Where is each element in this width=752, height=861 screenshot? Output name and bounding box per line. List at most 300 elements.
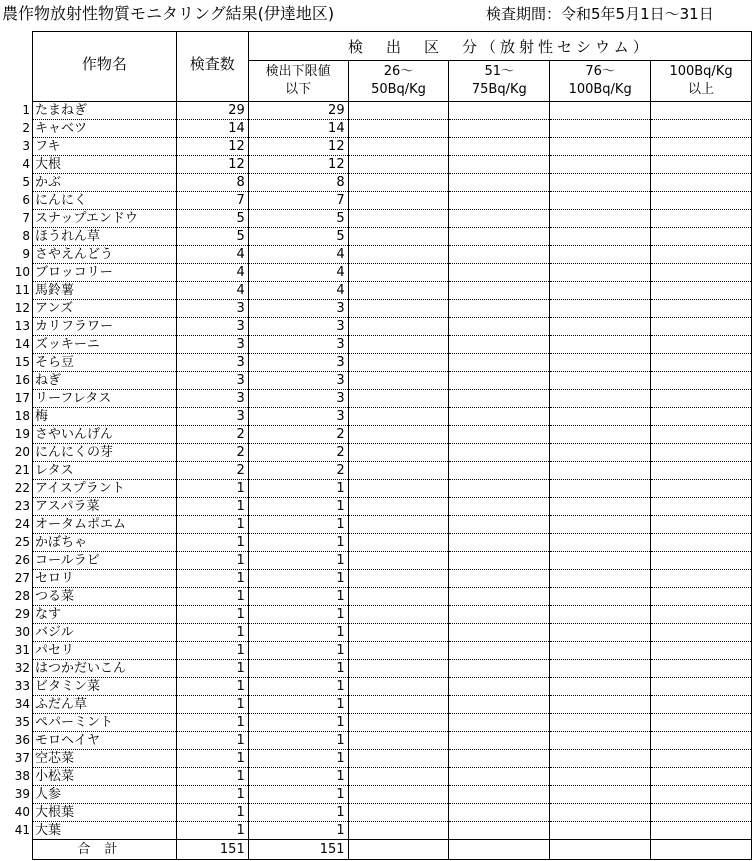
inspection-period: 検査期間：令和5年5月1日～31日 [486, 5, 714, 23]
crop-name: リーフレタス [33, 390, 177, 408]
range-76-100-cell [550, 426, 651, 444]
below-limit-count: 2 [248, 426, 348, 444]
header-below-detection-limit: 検出下限値 以下 [248, 61, 348, 102]
table-row [30, 624, 752, 642]
crop-name: オータムポエム [33, 516, 177, 534]
range-76-100-cell [550, 192, 651, 210]
range-26-50-cell [348, 480, 449, 498]
range-76-100-cell [550, 696, 651, 714]
range-over-100-cell [651, 408, 752, 426]
inspection-count: 1 [176, 606, 248, 624]
range-51-75-cell [449, 768, 550, 786]
crop-name: さやえんどう [33, 246, 177, 264]
table-row [30, 732, 752, 750]
crop-name: ふだん草 [33, 696, 177, 714]
row-number [14, 768, 33, 786]
header-inspection-count: 検査数 [176, 32, 248, 102]
range-over-100-cell [651, 480, 752, 498]
crop-name: 大根 [33, 156, 177, 174]
range-51-75-cell [449, 192, 550, 210]
row-number-label: 40 [14, 804, 30, 819]
table-row [30, 318, 752, 336]
report-title-bar [2, 3, 750, 27]
inspection-count: 1 [176, 534, 248, 552]
inspection-count: 1 [176, 642, 248, 660]
row-number-label: 2 [22, 120, 30, 135]
crop-name: キャベツ [33, 120, 177, 138]
below-limit-count: 1 [248, 534, 348, 552]
row-number-label: 32 [14, 660, 30, 675]
range-26-50-cell [348, 156, 449, 174]
range-76-100-cell [550, 372, 651, 390]
row-number-label: 22 [14, 480, 30, 495]
below-limit-count: 1 [248, 552, 348, 570]
crop-name: バジル [33, 624, 177, 642]
range-51-75-cell [449, 408, 550, 426]
inspection-count: 1 [176, 768, 248, 786]
range-51-75-cell [449, 534, 550, 552]
row-number [14, 318, 33, 336]
total-row [30, 840, 752, 860]
range-over-100-cell [651, 138, 752, 156]
inspection-count: 14 [176, 120, 248, 138]
row-number-label: 14 [14, 336, 30, 351]
row-number-label: 33 [14, 678, 30, 693]
range-26-50-cell [348, 174, 449, 192]
row-number-label: 17 [14, 390, 30, 405]
range-76-100-cell [550, 786, 651, 804]
range-51-75-cell [449, 336, 550, 354]
row-number [14, 282, 33, 300]
range-51-75-cell [449, 516, 550, 534]
range-over-100-cell [651, 678, 752, 696]
inspection-count: 1 [176, 804, 248, 822]
row-number [14, 624, 33, 642]
crop-name: コールラビ [33, 552, 177, 570]
table-row [30, 174, 752, 192]
table-row [30, 822, 752, 840]
table-row [30, 426, 752, 444]
range-51-75-cell [449, 444, 550, 462]
range-51-75-cell [449, 156, 550, 174]
inspection-count: 2 [176, 444, 248, 462]
inspection-count: 1 [176, 732, 248, 750]
header-range-over-100: 100Bq/Kg 以上 [651, 61, 752, 102]
table-row [30, 156, 752, 174]
table-row [30, 336, 752, 354]
range-51-75-cell [449, 750, 550, 768]
row-number [14, 732, 33, 750]
below-limit-count: 3 [248, 372, 348, 390]
range-26-50-cell [348, 462, 449, 480]
row-number-label: 23 [14, 498, 30, 513]
below-limit-count: 14 [248, 120, 348, 138]
below-limit-count: 3 [248, 354, 348, 372]
crop-name: そら豆 [33, 354, 177, 372]
row-number [14, 588, 33, 606]
below-limit-count: 4 [248, 246, 348, 264]
range-over-100-cell [651, 372, 752, 390]
inspection-count: 1 [176, 750, 248, 768]
range-51-75-cell [449, 462, 550, 480]
row-number [14, 750, 33, 768]
inspection-count: 12 [176, 138, 248, 156]
range-over-100-cell [651, 426, 752, 444]
header-detection-division: 検 出 区 分（放射性セシウム） [248, 32, 751, 61]
row-number-label: 5 [22, 174, 30, 189]
row-number [14, 552, 33, 570]
below-limit-count: 8 [248, 174, 348, 192]
crop-name: 梅 [33, 408, 177, 426]
range-over-100-cell [651, 534, 752, 552]
range-76-100-cell [550, 552, 651, 570]
below-limit-count: 1 [248, 732, 348, 750]
table-row [30, 300, 752, 318]
range-over-100-cell [651, 804, 752, 822]
below-limit-count: 1 [248, 570, 348, 588]
range-over-100-cell [651, 120, 752, 138]
row-number-label: 1 [22, 102, 30, 117]
crop-name: ねぎ [33, 372, 177, 390]
below-limit-count: 1 [248, 696, 348, 714]
range-76-100-cell [550, 390, 651, 408]
below-limit-count: 1 [248, 606, 348, 624]
below-limit-count: 3 [248, 336, 348, 354]
below-limit-count: 1 [248, 750, 348, 768]
row-number [22, 174, 33, 192]
crop-name: 小松菜 [33, 768, 177, 786]
range-51-75-cell [449, 264, 550, 282]
range-51-75-cell [449, 714, 550, 732]
inspection-count: 1 [176, 570, 248, 588]
range-over-100-cell [651, 462, 752, 480]
row-number [14, 498, 33, 516]
below-limit-count: 1 [248, 624, 348, 642]
range-76-100-cell [550, 606, 651, 624]
range-26-50-cell [348, 714, 449, 732]
table-row [30, 372, 752, 390]
range-over-100-cell [651, 102, 752, 120]
range-over-100-cell [651, 570, 752, 588]
range-51-75-cell [449, 552, 550, 570]
crop-name: 大葉 [33, 822, 177, 840]
crop-name: ズッキーニ [33, 336, 177, 354]
range-51-75-cell [449, 120, 550, 138]
crop-name: 大根葉 [33, 804, 177, 822]
crop-name: 空芯菜 [33, 750, 177, 768]
crop-name: つる菜 [33, 588, 177, 606]
total-below-limit: 151 [248, 840, 348, 860]
crop-name: モロヘイヤ [33, 732, 177, 750]
row-number-label: 24 [14, 516, 30, 531]
range-76-100-cell [550, 750, 651, 768]
crop-name: アイスプラント [33, 480, 177, 498]
range-26-50-cell [348, 642, 449, 660]
below-limit-count: 4 [248, 264, 348, 282]
inspection-count: 1 [176, 498, 248, 516]
range-over-100-cell [651, 624, 752, 642]
range-51-75-cell [449, 624, 550, 642]
crop-name: パセリ [33, 642, 177, 660]
inspection-count: 3 [176, 318, 248, 336]
below-limit-count: 1 [248, 498, 348, 516]
crop-name: にんにくの芽 [33, 444, 177, 462]
range-51-75-cell [449, 804, 550, 822]
inspection-count: 3 [176, 354, 248, 372]
inspection-count: 1 [176, 624, 248, 642]
below-limit-count: 1 [248, 804, 348, 822]
crop-name: はつかだいこん [33, 660, 177, 678]
range-76-100-cell [550, 246, 651, 264]
inspection-count: 1 [176, 714, 248, 732]
row-number-label: 6 [22, 192, 30, 207]
range-76-100-cell [550, 102, 651, 120]
inspection-count: 1 [176, 552, 248, 570]
row-number-label: 7 [22, 210, 30, 225]
inspection-count: 4 [176, 264, 248, 282]
range-76-100-cell [550, 444, 651, 462]
crop-name: スナップエンドウ [33, 210, 177, 228]
row-number [22, 156, 33, 174]
range-26-50-cell [348, 264, 449, 282]
row-number [14, 390, 33, 408]
table-row [30, 120, 752, 138]
row-number [14, 336, 33, 354]
range-76-100-cell [550, 732, 651, 750]
range-76-100-cell [550, 534, 651, 552]
row-number [14, 696, 33, 714]
range-over-100-cell [651, 444, 752, 462]
crop-name: フキ [33, 138, 177, 156]
inspection-count: 3 [176, 336, 248, 354]
row-number [22, 228, 33, 246]
table-row [30, 552, 752, 570]
range-26-50-cell [348, 498, 449, 516]
table-row [30, 444, 752, 462]
range-76-100-cell [550, 516, 651, 534]
inspection-count: 2 [176, 426, 248, 444]
range-51-75-cell [449, 498, 550, 516]
inspection-count: 1 [176, 480, 248, 498]
table-row [30, 804, 752, 822]
table-row [30, 696, 752, 714]
table-row [30, 588, 752, 606]
row-number-label: 11 [14, 282, 30, 297]
inspection-count: 1 [176, 678, 248, 696]
inspection-count: 7 [176, 192, 248, 210]
range-51-75-cell [449, 138, 550, 156]
range-over-100-cell [651, 156, 752, 174]
below-limit-count: 5 [248, 228, 348, 246]
range-over-100-cell [651, 606, 752, 624]
range-26-50-cell [348, 408, 449, 426]
range-51-75-cell [449, 606, 550, 624]
row-number-label: 16 [14, 372, 30, 387]
range-76-100-cell [550, 804, 651, 822]
range-51-75-cell [449, 678, 550, 696]
range-51-75-cell [449, 426, 550, 444]
range-76-100-cell [550, 318, 651, 336]
range-26-50-cell [348, 696, 449, 714]
row-number-label: 21 [14, 462, 30, 477]
range-over-100-cell [651, 264, 752, 282]
inspection-count: 3 [176, 390, 248, 408]
range-76-100-cell [550, 624, 651, 642]
range-76-100-cell [550, 138, 651, 156]
crop-name: にんにく [33, 192, 177, 210]
below-limit-count: 1 [248, 714, 348, 732]
range-51-75-cell [449, 660, 550, 678]
row-number [14, 714, 33, 732]
table-row [30, 246, 752, 264]
range-51-75-cell [449, 642, 550, 660]
crop-name: ブロッコリー [33, 264, 177, 282]
range-76-100-cell [550, 156, 651, 174]
header-range-26-50: 26～ 50Bq/Kg [348, 61, 449, 102]
range-over-100-cell [651, 390, 752, 408]
range-over-100-cell [651, 210, 752, 228]
range-76-100-cell [550, 570, 651, 588]
row-number [14, 786, 33, 804]
crop-name: ほうれん草 [33, 228, 177, 246]
row-number [14, 372, 33, 390]
range-26-50-cell [348, 390, 449, 408]
range-over-100-cell [651, 498, 752, 516]
below-limit-count: 12 [248, 138, 348, 156]
below-limit-count: 1 [248, 786, 348, 804]
below-limit-count: 29 [248, 102, 348, 120]
crop-name: アンズ [33, 300, 177, 318]
range-over-100-cell [651, 786, 752, 804]
table-row [30, 462, 752, 480]
range-51-75-cell [449, 732, 550, 750]
row-number [22, 102, 33, 120]
row-number-label: 26 [14, 552, 30, 567]
range-26-50-cell [348, 426, 449, 444]
row-number [14, 570, 33, 588]
below-limit-count: 4 [248, 282, 348, 300]
inspection-count: 1 [176, 588, 248, 606]
range-over-100-cell [651, 300, 752, 318]
range-26-50-cell [348, 372, 449, 390]
row-number [14, 444, 33, 462]
row-number-label: 35 [14, 714, 30, 729]
row-number-label: 27 [14, 570, 30, 585]
below-limit-count: 2 [248, 444, 348, 462]
below-limit-count: 1 [248, 768, 348, 786]
row-number [14, 426, 33, 444]
range-over-100-cell [651, 282, 752, 300]
row-number [22, 120, 33, 138]
row-number [22, 246, 33, 264]
table-row [30, 498, 752, 516]
crop-name: ペパーミント [33, 714, 177, 732]
range-51-75-cell [449, 588, 550, 606]
row-number [14, 822, 33, 840]
below-limit-count: 1 [248, 642, 348, 660]
range-76-100-cell [550, 228, 651, 246]
table-row [30, 642, 752, 660]
table-row [30, 210, 752, 228]
range-76-100-cell [550, 264, 651, 282]
row-number-label: 10 [14, 264, 30, 279]
row-number-label: 30 [14, 624, 30, 639]
range-51-75-cell [449, 372, 550, 390]
table-row [30, 102, 752, 120]
table-row [30, 534, 752, 552]
below-limit-count: 3 [248, 390, 348, 408]
range-76-100-cell [550, 768, 651, 786]
row-number [14, 660, 33, 678]
row-number [14, 408, 33, 426]
table-row [30, 264, 752, 282]
crop-name: さやいんげん [33, 426, 177, 444]
table-row [30, 228, 752, 246]
inspection-count: 3 [176, 372, 248, 390]
range-over-100-cell [651, 696, 752, 714]
range-51-75-cell [449, 246, 550, 264]
range-over-100-cell [651, 768, 752, 786]
range-51-75-cell [449, 282, 550, 300]
row-number-label: 20 [14, 444, 30, 459]
range-26-50-cell [348, 588, 449, 606]
below-limit-count: 12 [248, 156, 348, 174]
range-26-50-cell [348, 804, 449, 822]
range-51-75-cell [449, 210, 550, 228]
row-number [22, 192, 33, 210]
range-51-75-cell [449, 570, 550, 588]
row-number [14, 804, 33, 822]
row-number-label: 41 [14, 822, 30, 837]
range-over-100-cell [651, 732, 752, 750]
table-row [30, 282, 752, 300]
range-over-100-cell [651, 228, 752, 246]
below-limit-count: 1 [248, 516, 348, 534]
row-number-label: 29 [14, 606, 30, 621]
range-26-50-cell [348, 624, 449, 642]
table-row [30, 768, 752, 786]
range-76-100-cell [550, 822, 651, 840]
row-number [14, 300, 33, 318]
crop-name: レタス [33, 462, 177, 480]
results-rows [14, 102, 752, 840]
row-number-label: 3 [22, 138, 30, 153]
row-number-label: 34 [14, 696, 30, 711]
range-51-75-cell [449, 102, 550, 120]
range-over-100-cell [651, 246, 752, 264]
range-51-75-cell [449, 696, 550, 714]
range-26-50-cell [348, 318, 449, 336]
range-over-100-cell [651, 822, 752, 840]
range-51-75-cell [449, 480, 550, 498]
range-76-100-cell [550, 174, 651, 192]
range-76-100-cell [550, 588, 651, 606]
range-26-50-cell [348, 732, 449, 750]
range-76-100-cell [550, 462, 651, 480]
below-limit-count: 1 [248, 678, 348, 696]
range-76-100-cell [550, 336, 651, 354]
range-76-100-cell [550, 480, 651, 498]
range-26-50-cell [348, 822, 449, 840]
row-number-label: 15 [14, 354, 30, 369]
table-row [30, 606, 752, 624]
crop-name: かぶ [33, 174, 177, 192]
table-row [30, 570, 752, 588]
range-26-50-cell [348, 282, 449, 300]
table-row [30, 660, 752, 678]
range-26-50-cell [348, 138, 449, 156]
range-26-50-cell [348, 750, 449, 768]
